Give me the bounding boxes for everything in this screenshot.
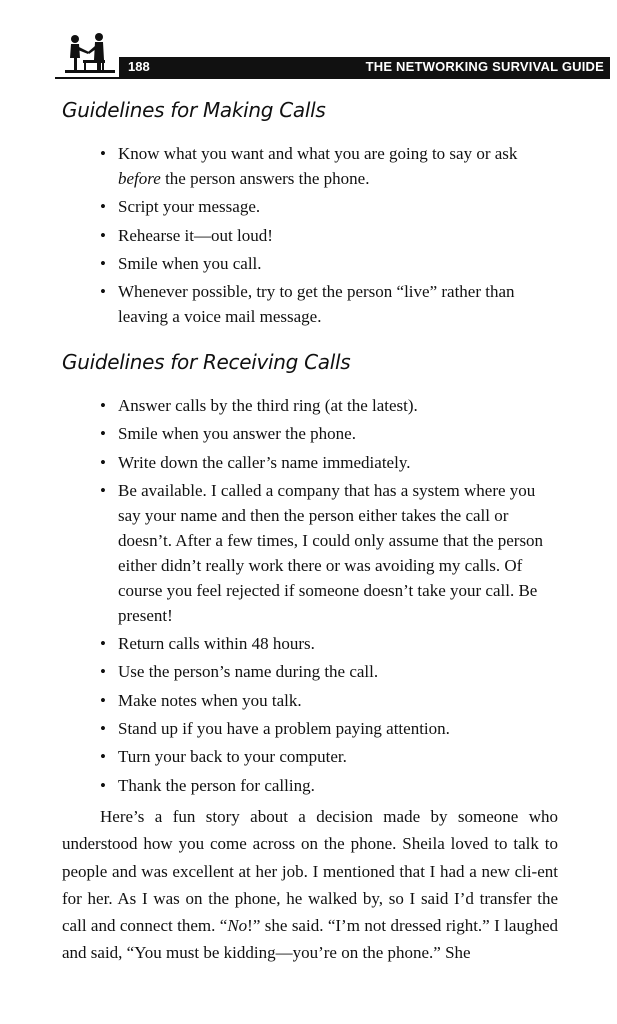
section-heading-receiving-calls: Guidelines for Receiving Calls: [62, 350, 351, 374]
list-item: • Whenever possible, try to get the person “live” rather than leaving a voice mail message.: [100, 279, 560, 329]
list-item: • Make notes when you talk.: [100, 688, 560, 713]
list-item: • Answer calls by the third ring (at the latest).: [100, 393, 560, 418]
list-item: • Turn your back to your computer.: [100, 744, 560, 769]
running-header: [55, 30, 604, 80]
page-number: 188: [128, 59, 150, 74]
list-item: • Rehearse it—out loud!: [100, 223, 560, 248]
list-item: • Return calls within 48 hours.: [100, 631, 560, 656]
header-rule: [55, 77, 610, 79]
making-calls-list: [100, 141, 560, 332]
list-item: • Script your message.: [100, 194, 560, 219]
handshake-icon: [59, 30, 119, 78]
section-heading-making-calls: Guidelines for Making Calls: [62, 98, 326, 122]
receiving-calls-list: [100, 393, 560, 801]
list-item: • Be available. I called a company that has a system where you say your name and then the person either takes the call or doesn’t. After a few times, I could only assume that the person either didn’t really work there or was avoiding my calls. Of course you feel rejected if someone doesn’t take your call. Be present!: [100, 478, 560, 628]
list-item: • Stand up if you have a problem paying attention.: [100, 716, 560, 741]
list-item: • Thank the person for calling.: [100, 773, 560, 798]
header-bar: [119, 57, 610, 77]
list-item: • Smile when you answer the phone.: [100, 421, 560, 446]
list-item: • Know what you want and what you are going to say or ask before the person answers the phone.: [100, 141, 560, 191]
body-paragraph: Here’s a fun story about a decision made by someone who understood how you come across on the phone. Sheila loved to talk to people and was excellent at her job. I mentioned that I had a new cli-ent for her. As I was on the phone, he walked by, so I said I’d transfer the call and connect them. “No!” she said. “I’m not dressed right.” I laughed and said, “You must be kidding—you’re on the phone.” She: [62, 807, 558, 963]
book-title: THE NETWORKING SURVIVAL GUIDE: [365, 59, 604, 74]
list-item: • Smile when you call.: [100, 251, 560, 276]
list-item: • Write down the caller’s name immediately.: [100, 450, 560, 475]
list-item: • Use the person’s name during the call.: [100, 659, 560, 684]
